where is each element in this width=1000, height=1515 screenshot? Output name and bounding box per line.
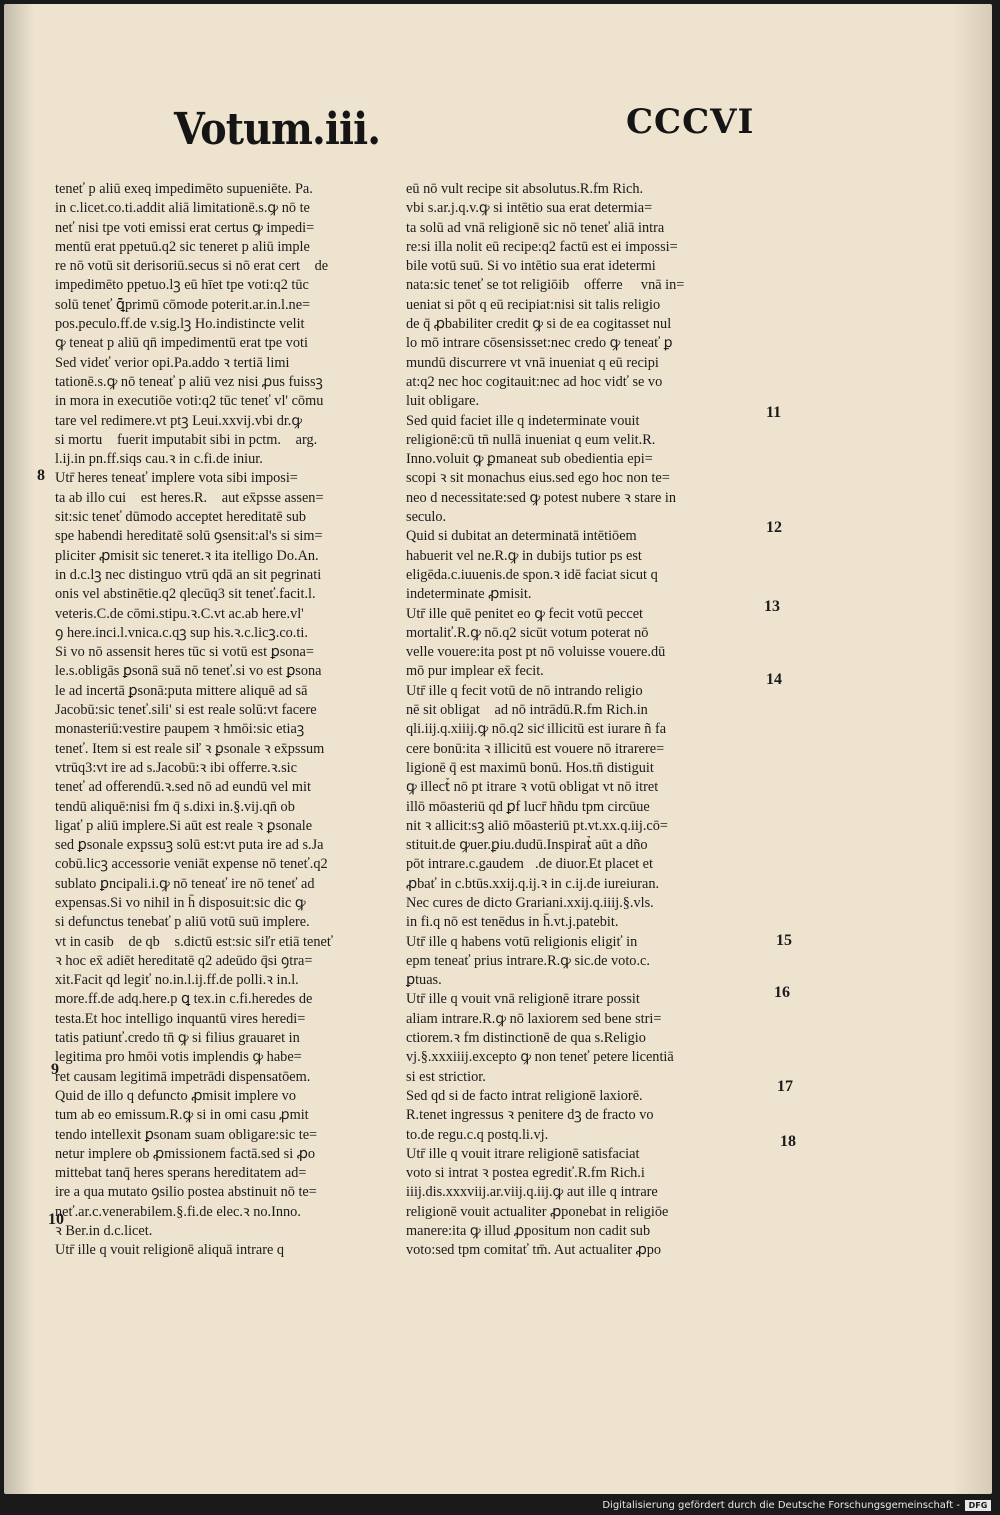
text-line: legitima pro hmōi votis implendis ꝙ habe=	[55, 1049, 302, 1066]
margin-number: 12	[766, 519, 782, 536]
margin-number: 14	[766, 671, 782, 688]
text-line: solū teneť ꝗ̄primū cōmode poterit.ar.in.l.ne=	[55, 296, 311, 313]
text-line: bile votū suū. Si vo intētio sua erat idetermi	[406, 258, 656, 275]
text-line: scopi ꝛ sit monachus eius.sed ego hoc non te=	[406, 470, 670, 487]
text-line: Utr̄ ille q vouit vnā religionē itrare possit	[406, 991, 640, 1008]
digitization-credit: Digitalisierung gefördert durch die Deutsche Forschungsgemeinschaft -	[0, 1496, 1000, 1515]
text-line: ꝓbať in c.btūs.xxij.q.ij.ꝛ in c.ij.de iureiuran.	[406, 875, 660, 892]
text-line: mundū discurrere vt vnā inueniat q eū recipi	[406, 354, 659, 371]
text-line: ꝯ here.inci.l.vnica.c.qꝫ sup his.ꝛ.c.licꝫ.co.ti.	[55, 624, 308, 641]
text-line: in mora in executiōe voti:q2 tūc teneť vl' cōmu	[55, 393, 324, 410]
text-line: Sed videť verior opi.Pa.addo ꝛ tertiā limi	[55, 354, 290, 371]
text-line: stituit.de ꝙuer.ꝑiu.dudū.Inspirat᷒ aūt a dño	[406, 837, 648, 854]
text-line: illō mōasteriū qd ꝑf lucr̄ hñdu tpm circūue	[406, 798, 650, 815]
text-line: Inno.voluit ꝙ ꝑmaneat sub obedientia epi=	[406, 451, 653, 468]
text-line: ire a qua mutato ꝯsilio postea abstinuit nō te=	[55, 1184, 317, 1201]
text-line: ctiorem.ꝛ fm distinctionē de qua s.Religio	[406, 1030, 646, 1047]
dfg-logo: DFG	[965, 1500, 991, 1511]
text-line: lo mō intrare cōsensisset:nec credo ꝙ teneať ꝑ	[406, 335, 673, 352]
text-line: si mortu᷒ fuerit imputabit sibi in pctm.ꝛ arg.	[55, 431, 318, 448]
text-line: re:si illa nolit eū recipe:q2 factū est ei impossi=	[406, 238, 678, 255]
left-text-column	[55, 180, 401, 1261]
text-line: le.s.obligās ꝑsonā suā nō teneť.si vo est ꝑsona	[55, 663, 322, 680]
text-line: Utr̄ ille q vouit religionē aliquā intrare q	[55, 1242, 285, 1259]
text-line: Sed qd si de facto intrat religionē laxiorē.	[406, 1087, 643, 1104]
text-line: ta solū ad vnā religionē sic nō teneť aliā intra	[406, 219, 665, 236]
margin-number: 15	[776, 932, 792, 949]
margin-number: 13	[764, 598, 780, 615]
folio-number: CCCVI	[626, 102, 755, 142]
text-line: vt in casib᷒ de qb᷒ s.dictū est:sic siľr etiā teneť	[55, 933, 333, 950]
text-line: ret causam legitimā impetrādi dispensatōem.	[55, 1068, 311, 1085]
text-line: in d.c.lꝫ nec distinguo vtrū qdā an sit pegrinati	[55, 566, 322, 583]
text-line: mittebat tanq̄ heres sperans hereditatem ad=	[55, 1165, 307, 1182]
text-line: sublato ꝑncipali.i.ꝙ nō teneať ire nō teneť ad	[55, 875, 315, 892]
text-line: tatis patiunť.credo tn̄ ꝙ si filius grauaret in	[55, 1030, 300, 1047]
margin-number: 16	[774, 984, 790, 1001]
text-line: religionē vouit actualiter ꝓponebat in religiōe	[406, 1203, 669, 1220]
text-line: ꝛ Ber.in d.c.licet.	[55, 1223, 153, 1240]
text-line: seculo.	[406, 509, 447, 526]
text-line: si est strictior.	[406, 1068, 486, 1085]
text-line: mō pur implear ex̄ fecit.	[406, 663, 544, 680]
text-line: tationē.s.ꝙ nō teneať p aliū vez nisi ꝓus fuissꝫ	[55, 373, 323, 390]
text-line: nit ꝛ allicit:sꝫ aliō mōasteriū pt.vt.xx.q.iij.cō=	[406, 817, 668, 834]
text-line: ꝙ illect᷒ nō pt itrare ꝛ votū obligat vt nō itret	[406, 779, 659, 796]
text-line: cobū.licꝫ accessorie veniāt expense nō teneť.q2	[55, 856, 328, 873]
text-line: at:q2 nec hoc cogitauit:nec ad hoc vidť se vo	[406, 373, 663, 390]
margin-number: 18	[780, 1133, 796, 1150]
text-line: si defunctus tenebať p aliū votū suū implere.	[55, 914, 310, 931]
text-line: tum ab eo emissum.R.ꝙ si in omi casu ꝓmit	[55, 1107, 309, 1124]
text-line: tendū aliquē:nisi fm q̄ s.dixi in.§.vij.qn̄ ob	[55, 798, 295, 815]
right-text-column	[406, 180, 762, 1261]
text-line: eligēda.c.iuuenis.de spon.ꝛ idē faciat sicut q	[406, 566, 658, 583]
text-line: Quid de illo q defuncto ꝓmisit implere vo	[55, 1087, 296, 1104]
text-line: impedimēto ppetuo.lꝫ eū hīet tpe voti:q2 tūc	[55, 277, 309, 294]
text-line: ta ab illo cui᷒ est heres.R.ꝙ aut ex̄psse assen=	[55, 489, 324, 506]
text-line: tare vel redimere.vt ptꝫ Leui.xxvij.vbi dr.ꝙ	[55, 412, 303, 429]
text-line: pos.peculo.ff.de v.sig.lꝫ Ho.indistincte velit	[55, 316, 305, 333]
text-line: spe habendi hereditatē solū ꝯsensit:al's si sim=	[55, 528, 323, 545]
text-line: nē sit obligat᷒ ad nō intrādū.R.fm Rich.in	[406, 702, 648, 719]
text-line: more.ff.de adq.here.p ꝗ tex.in c.fi.heredes de	[55, 991, 313, 1008]
text-line: aliam intrare.R.ꝙ nō laxiorem sed bene stri=	[406, 1010, 662, 1027]
text-line: Si vo nō assensit heres tūc si votū est ꝑsona=	[55, 644, 314, 661]
text-line: velle vouere:ita post pt nō voluisse vouere.dū	[406, 644, 666, 661]
text-line: teneť p aliū exeq impedimēto supueniēte. Pa.	[55, 181, 313, 197]
text-line: mentū erat ppetuū.q2 sic teneret p aliū imple	[55, 238, 310, 255]
text-line: vbi s.ar.j.q.v.ꝙ si intētio sua erat determia=	[406, 200, 653, 217]
text-line: xit.Facit qd legiť no.in.l.ij.ff.de polli.ꝛ in.l.	[55, 972, 299, 989]
running-head: Votum.iii.	[174, 104, 381, 155]
text-line: l.ij.in pn.ff.siqs cau.ꝛ in c.fi.de iniur.	[55, 451, 263, 468]
margin-number: 8	[37, 467, 45, 484]
text-line: voto:sed tpm comitať tm̄. Aut actualiter ꝓpo	[406, 1242, 662, 1259]
text-line: neť.ar.c.venerabilem.§.fi.de elec.ꝛ no.Inno.	[55, 1203, 301, 1220]
margin-number: 17	[777, 1078, 793, 1095]
text-line: neo d necessitate:sed ꝙ potest nubere ꝛ stare in	[406, 489, 677, 506]
text-line: Utr̄ ille quē penitet eo ꝙ fecit votū peccet	[406, 605, 644, 622]
text-line: epm teneať prius intrare.R.ꝙ sic.de voto.c.	[406, 952, 650, 969]
text-line: Utr̄ heres teneať implere vota sibi imposi=	[55, 470, 298, 487]
text-line: Nec cures de dicto Grariani.xxij.q.iiij.§.vls.	[406, 894, 654, 911]
text-line: Quid si dubitat an determinatā intētiōem	[406, 528, 637, 545]
text-line: tendo intellexit ꝑsonam suam obligare:sic te=	[55, 1126, 318, 1143]
text-line: mortaliť.R.ꝙ nō.q2 sicūt votum poterat nō	[406, 624, 649, 641]
text-line: to.de regu.c.q postq.li.vj.	[406, 1126, 549, 1143]
text-line: Utr̄ ille q habens votū religionis eligiť in	[406, 933, 638, 950]
text-line: nata:sic teneť se tot religiōib᷒ offerre ꝙ vnā in=	[406, 277, 685, 294]
text-line: ligať p aliū implere.Si aūt est reale ꝛ ꝑsonale	[55, 817, 313, 834]
text-line: pōt intrare.c.gaudem᷒.de diuor.Et placet et	[406, 856, 653, 873]
text-line: in c.licet.co.ti.addit aliā limitationē.s.ꝙ nō te	[55, 200, 310, 217]
margin-number: 10	[48, 1211, 64, 1228]
text-line: in fi.q nō est tenēdus in h̄.vt.j.patebit.	[406, 914, 619, 931]
text-line: expensas.Si vo nihil in h̄ disposuit:sic dic ꝙ	[55, 894, 306, 911]
text-line: Utr̄ ille q fecit votū de nō intrando religio	[406, 682, 643, 699]
text-line: habuerit vel ne.R.ꝙ in dubijs tutior ps est	[406, 547, 642, 564]
text-line: qli.iij.q.xiiij.ꝙ nō.q2 sicͭ illicitū est iurare ñ fa	[406, 721, 667, 738]
text-line: monasteriū:vestire paupem ꝛ hmōi:sic etiaꝫ	[55, 721, 305, 738]
text-line: Jacobū:sic teneť.sili' si est reale solū:vt facere	[55, 702, 317, 719]
text-line: ueniat si pōt q eū recipiat:nisi sit talis religio	[406, 296, 661, 313]
text-line: cere bonū:ita ꝛ illicitū est vouere nō itrarere=	[406, 740, 665, 757]
text-line: manere:ita ꝙ illud ꝓpositum non cadit sub	[406, 1223, 651, 1240]
text-line: ꝑtuas.	[406, 972, 442, 989]
text-line: onis vel abstinētie.q2 qlecūq3 sit teneť.facit.l.	[55, 586, 316, 603]
text-line: netur implere ob ꝓmissionem factā.sed si ꝓo	[55, 1145, 315, 1162]
text-line: R.tenet ingressus ꝛ penitere dꝫ de fracto vo	[406, 1107, 654, 1124]
text-line: vtrūq3:vt ire ad s.Jacobū:ꝛ ibi offerre.ꝛ.sic	[55, 759, 297, 776]
text-line: vj.§.xxxiiij.excepto ꝙ non teneť petere licentiā	[406, 1049, 674, 1066]
text-line: veteris.C.de cōmi.stipu.ꝛ.C.vt ac.ab here.vl'	[55, 605, 304, 622]
text-line: pliciter ꝓmisit sic teneret.ꝛ ita itelligo Do.An.	[55, 547, 319, 564]
text-line: sed ꝑsonale expssuꝫ solū est:vt puta ire ad s.Ja	[55, 837, 324, 854]
text-line: le ad incertā ꝑsonā:puta mittere aliquē ad sā	[55, 682, 308, 699]
margin-number: 9	[51, 1061, 59, 1078]
text-line: ꝛ hoc ex̄ adiēt hereditatē q2 adeūdo q̄si ꝯtra=	[55, 952, 313, 969]
text-line: luit obligare.	[406, 393, 480, 410]
text-line: Utr̄ ille q vouit itrare religionē satisfaciat	[406, 1145, 640, 1162]
text-line: ꝙ teneat p aliū qn̄ impedimentū erat tpe voti	[55, 335, 308, 352]
margin-number: 11	[766, 404, 782, 421]
text-line: religionē:cū tn̄ nullā inueniat q eum velit.R.	[406, 431, 656, 448]
text-line: teneť. Item si est reale siľ ꝛ ꝑsonale ꝛ ex̄pssum	[55, 740, 325, 757]
text-line: Sed quid faciet ille q indeterminate vouit	[406, 412, 640, 429]
text-line: testa.Et hoc intelligo inquantū vires heredi=	[55, 1010, 306, 1027]
text-line: eū nō vult recipe sit absolutus.R.fm Rich.	[406, 181, 644, 197]
text-line: sit:sic teneť dūmodo acceptet hereditatē sub	[55, 509, 307, 526]
text-line: indeterminate ꝓmisit.	[406, 586, 532, 603]
text-line: de q̄ ꝓbabiliter credit ꝙ si de ea cogitasset nul	[406, 316, 672, 333]
text-line: iiij.dis.xxxviij.ar.viij.q.iij.ꝙ aut ille q intrare	[406, 1184, 658, 1201]
book-page	[4, 4, 992, 1494]
text-line: ligionē q̄ est maximū bonū. Hos.tn̄ distiguit	[406, 759, 654, 776]
text-line: teneť ad offerendū.ꝛ.sed nō ad eundū vel mit	[55, 779, 311, 796]
text-line: re nō votū sit derisoriū.secus si nō erat cert᷒ de	[55, 258, 329, 275]
text-line: neť nisi tpe voti emissi erat certus ꝙ impedi=	[55, 219, 315, 236]
text-line: voto si intrat ꝛ postea egrediť.R.fm Rich.i	[406, 1165, 645, 1182]
